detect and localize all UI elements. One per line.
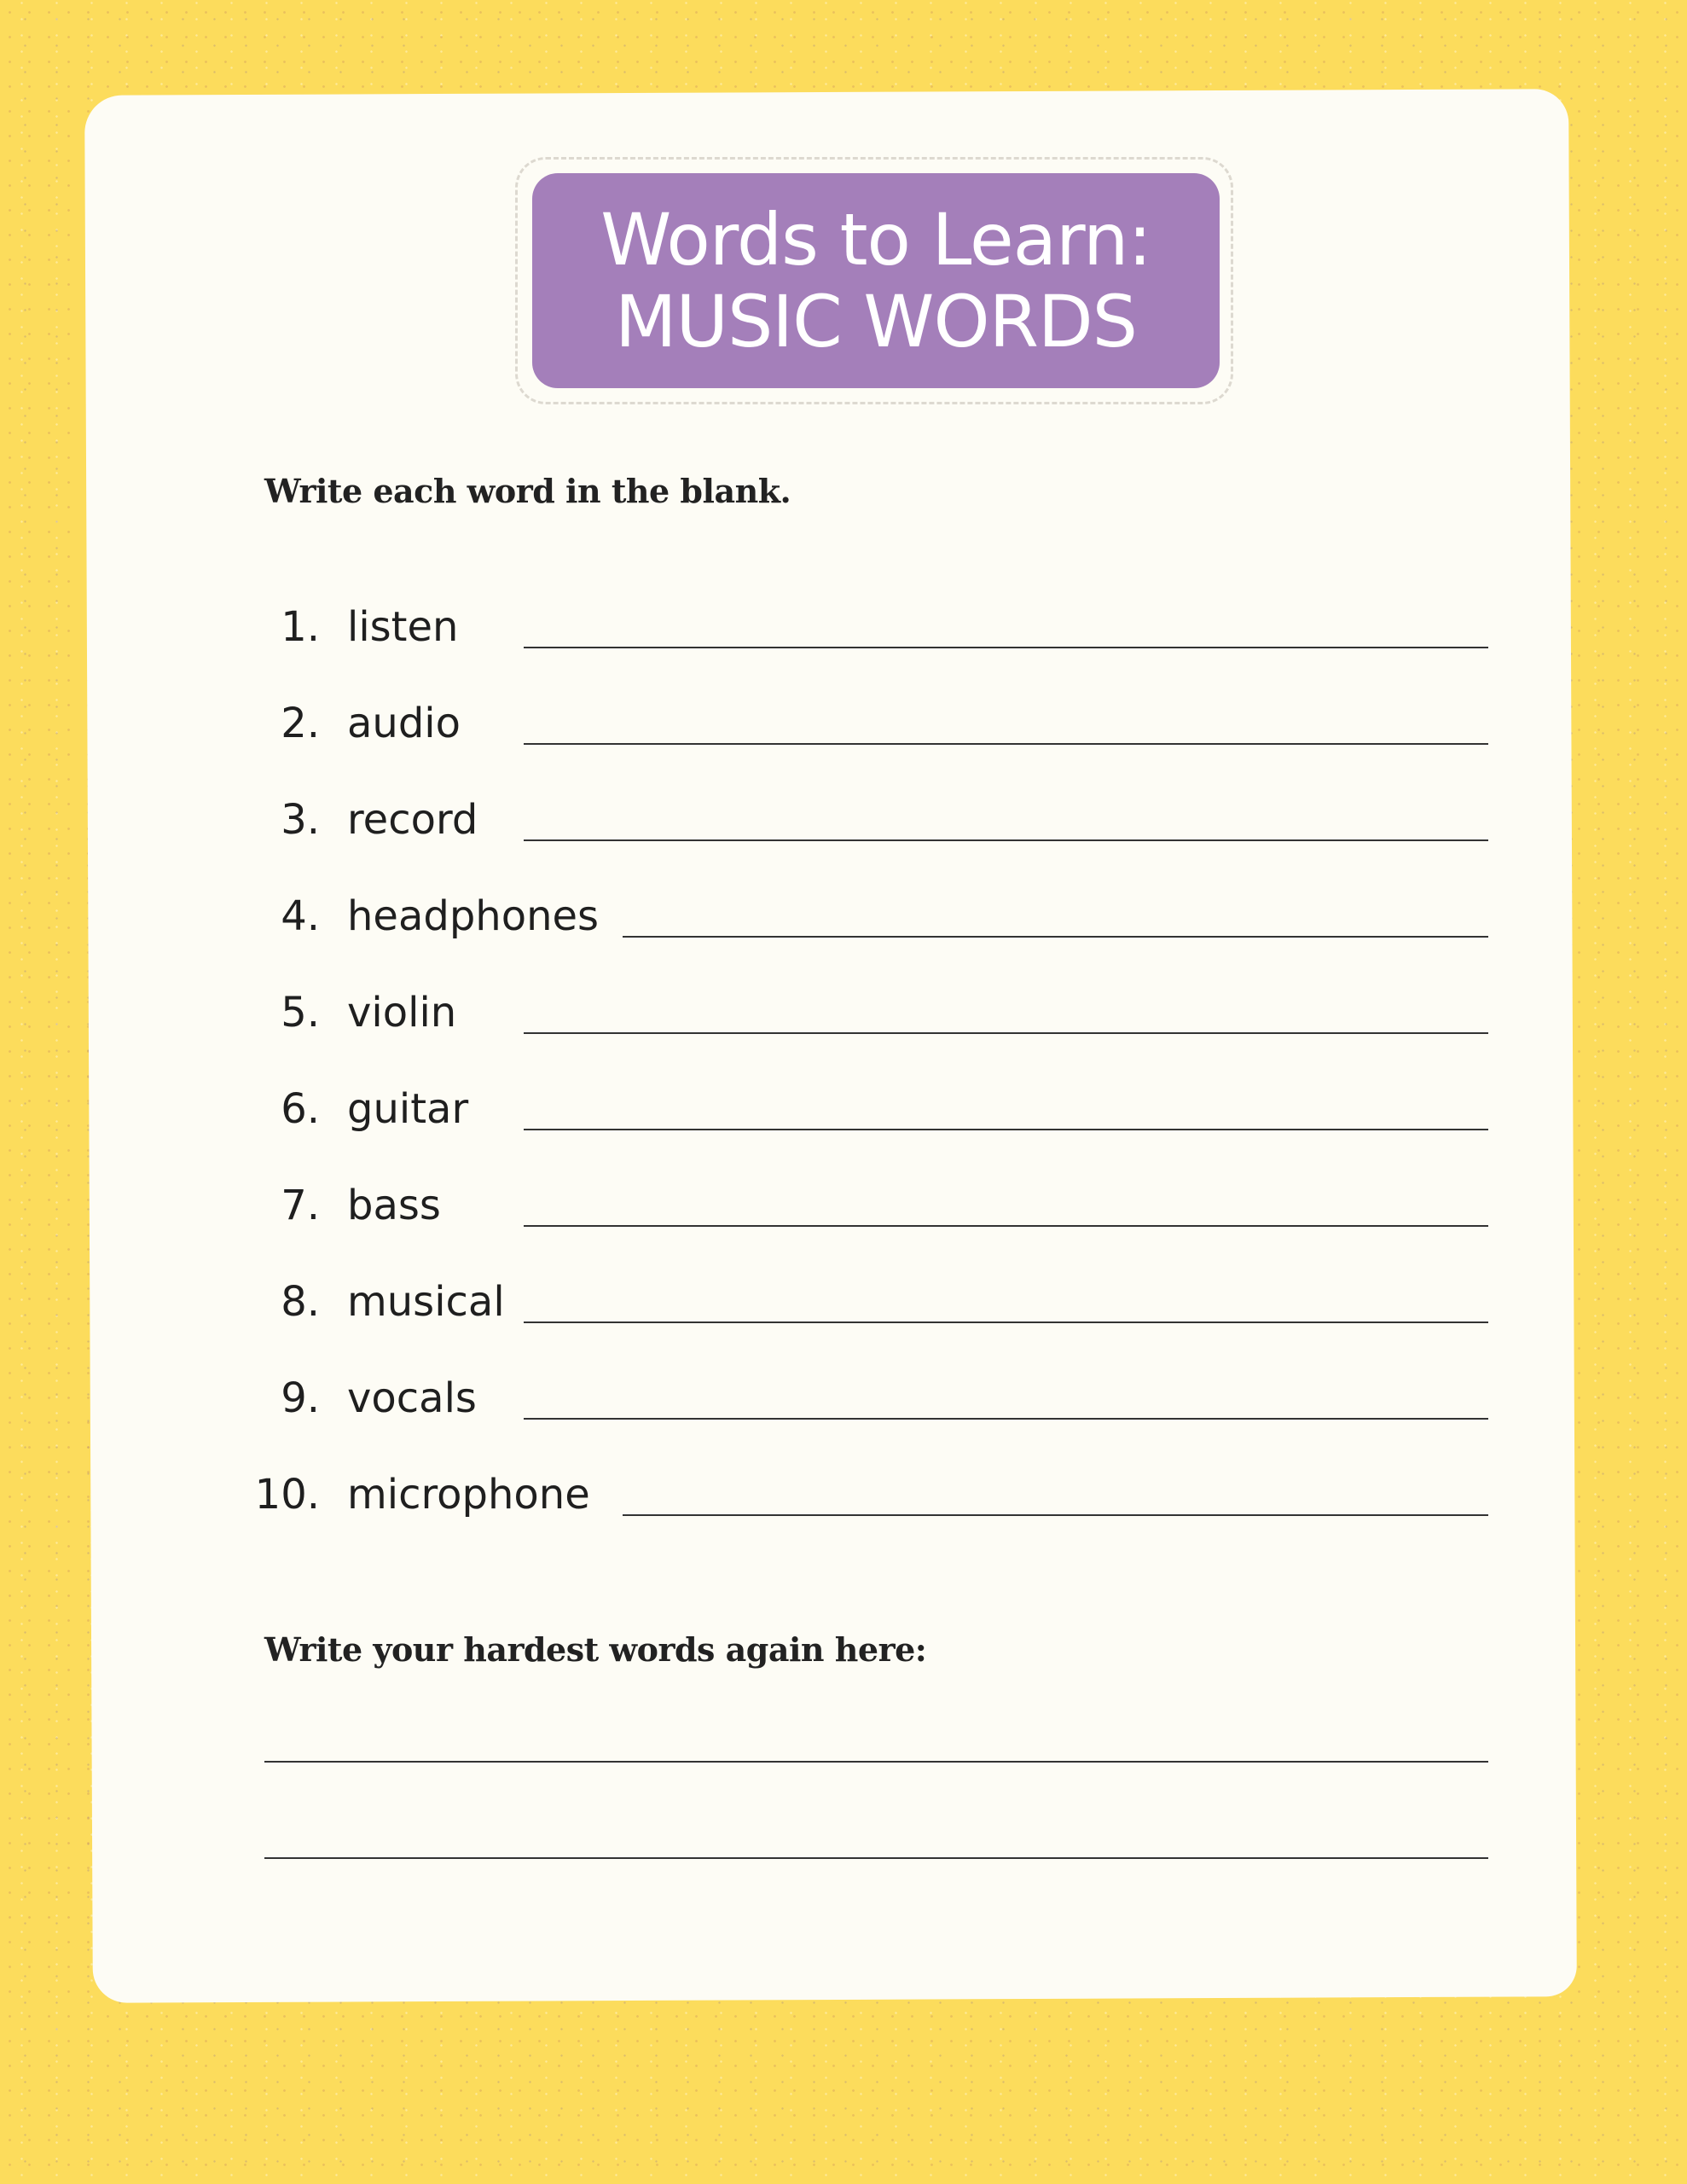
word-label: vocals bbox=[347, 1374, 477, 1422]
word-label: musical bbox=[347, 1278, 505, 1326]
word-number: 5. bbox=[281, 989, 320, 1037]
title-line-1: Words to Learn: bbox=[600, 198, 1151, 282]
word-row bbox=[0, 1263, 1687, 1340]
practice-line[interactable] bbox=[264, 1857, 1488, 1859]
instruction-text: Write each word in the blank. bbox=[264, 472, 791, 510]
word-number: 10. bbox=[254, 1471, 320, 1519]
word-blank-line[interactable] bbox=[524, 743, 1488, 745]
word-number: 7. bbox=[281, 1182, 320, 1229]
word-label: listen bbox=[347, 603, 459, 651]
word-row bbox=[0, 781, 1687, 858]
word-blank-line[interactable] bbox=[524, 1418, 1488, 1420]
word-label: record bbox=[347, 796, 478, 844]
word-row bbox=[0, 589, 1687, 665]
word-label: headphones bbox=[347, 892, 600, 940]
word-row bbox=[0, 1167, 1687, 1244]
word-row bbox=[0, 1071, 1687, 1147]
word-number: 3. bbox=[281, 796, 320, 844]
word-number: 4. bbox=[281, 892, 320, 940]
word-label: violin bbox=[347, 989, 457, 1037]
word-label: bass bbox=[347, 1182, 441, 1229]
word-blank-line[interactable] bbox=[524, 1321, 1488, 1323]
word-blank-line[interactable] bbox=[623, 936, 1488, 938]
practice-prompt: Write your hardest words again here: bbox=[264, 1630, 927, 1669]
word-row bbox=[0, 685, 1687, 762]
word-number: 2. bbox=[281, 700, 320, 747]
word-blank-line[interactable] bbox=[623, 1514, 1488, 1516]
word-row bbox=[0, 974, 1687, 1051]
title-line-2: MUSIC WORDS bbox=[615, 280, 1137, 363]
word-row bbox=[0, 878, 1687, 955]
word-blank-line[interactable] bbox=[524, 647, 1488, 648]
word-number: 6. bbox=[281, 1085, 320, 1133]
word-row bbox=[0, 1360, 1687, 1437]
word-row bbox=[0, 1456, 1687, 1533]
word-label: guitar bbox=[347, 1085, 469, 1133]
word-blank-line[interactable] bbox=[524, 1225, 1488, 1227]
word-number: 1. bbox=[281, 603, 320, 651]
practice-line[interactable] bbox=[264, 1761, 1488, 1763]
word-label: audio bbox=[347, 700, 461, 747]
word-blank-line[interactable] bbox=[524, 839, 1488, 841]
word-blank-line[interactable] bbox=[524, 1032, 1488, 1034]
word-number: 8. bbox=[281, 1278, 320, 1326]
word-label: microphone bbox=[347, 1471, 590, 1519]
title-banner bbox=[532, 173, 1220, 388]
word-number: 9. bbox=[281, 1374, 320, 1422]
word-blank-line[interactable] bbox=[524, 1129, 1488, 1130]
